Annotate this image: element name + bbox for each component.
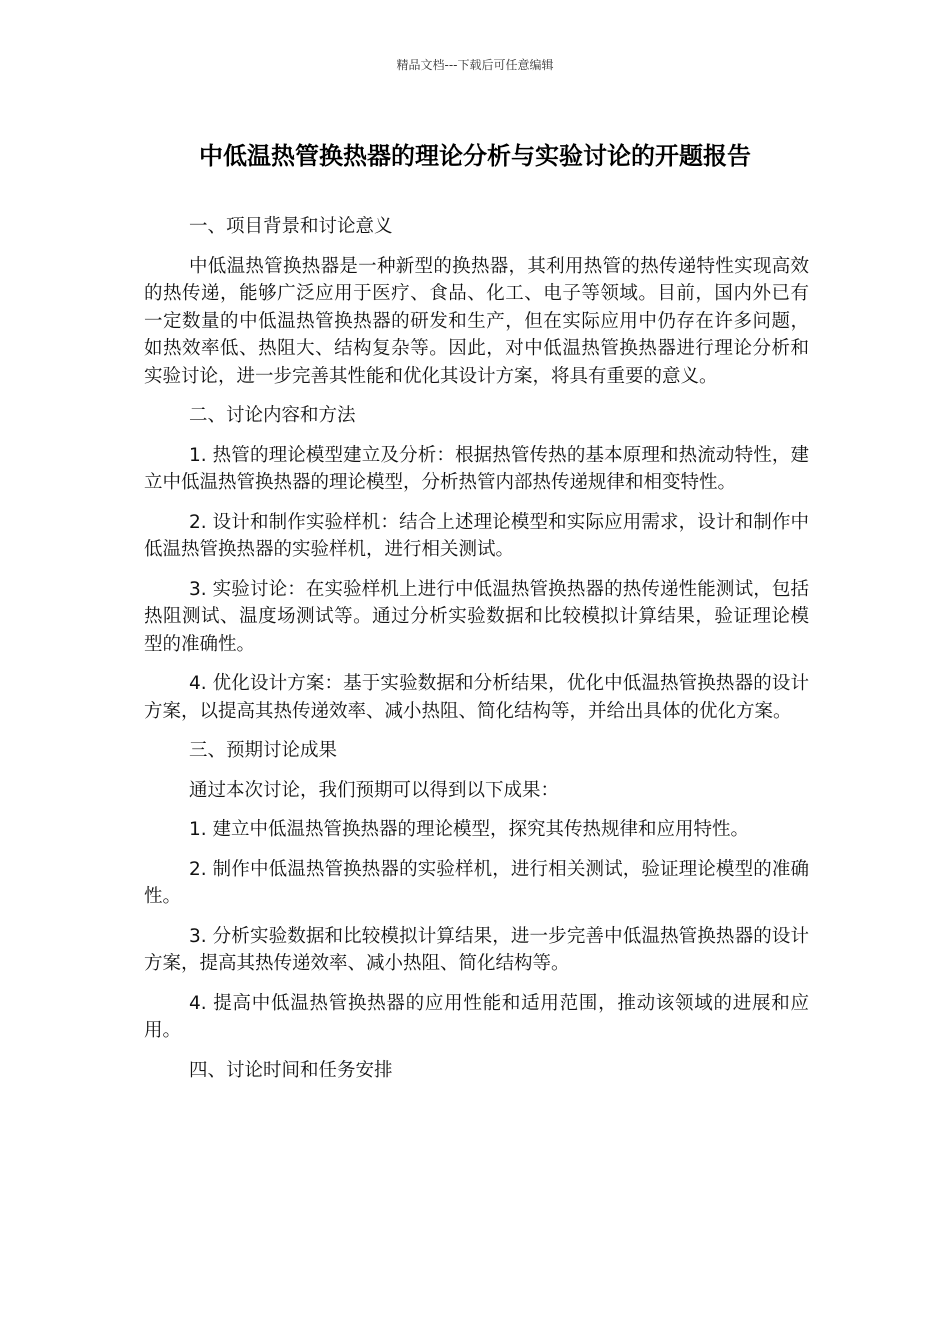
paragraph-result-4: 4. 提高中低温热管换热器的应用性能和适用范围，推动该领域的进展和应用。 [144,992,809,1041]
paragraph-method-1: 1. 热管的理论模型建立及分析：根据热管传热的基本原理和热流动特性，建立中低温热管换热器的理论模型，分析热管内部热传递规律和相变特性。 [144,444,809,493]
paragraph-result-2: 2. 制作中低温热管换热器的实验样机，进行相关测试，验证理论模型的准确性。 [144,858,809,907]
paragraph-result-3: 3. 分析实验数据和比较模拟计算结果，进一步完善中低温热管换热器的设计方案，提高其热传递效率、减小热阻、简化结构等。 [144,925,809,974]
page-header: 精品文档---下载后可任意编辑 [396,58,554,72]
document-title: 中低温热管换热器的理论分析与实验讨论的开题报告 [199,142,751,170]
section-heading-expected-results: 三、预期讨论成果 [189,740,338,761]
section-heading-schedule: 四、讨论时间和任务安排 [189,1059,393,1081]
section-heading-content-methods: 二、讨论内容和方法 [189,405,356,426]
paragraph-method-3: 3. 实验讨论：在实验样机上进行中低温热管换热器的热传递性能测试，包括热阻测试、温度场测试等。通过分析实验数据和比较模拟计算结果，验证理论模型的准确性。 [144,578,809,655]
paragraph-background: 中低温热管换热器是一种新型的换热器，其利用热管的热传递特性实现高效的热传递，能够广泛应用于医疗、食品、化工、电子等领域。目前，国内外已有一定数量的中低温热管换热器的研发和生产，但在实际应用中仍存在许多问题，如热效率低、热阻大、结构复杂等。因此，对中低温热管换热器进行理论分析和实验讨论，进一步完善其性能和优化其设计方案，将具有重要的意义。 [144,255,809,387]
paragraph-results-intro: 通过本次讨论，我们预期可以得到以下成果： [189,779,560,801]
document-body [144,213,809,1096]
paragraph-result-1: 1. 建立中低温热管换热器的理论模型，探究其传热规律和应用特性。 [189,819,750,840]
paragraph-method-2: 2. 设计和制作实验样机：结合上述理论模型和实际应用需求，设计和制作中低温热管换热器的实验样机，进行相关测试。 [144,511,809,560]
paragraph-method-4: 4. 优化设计方案：基于实验数据和分析结果，优化中低温热管换热器的设计方案，以提高其热传递效率、减小热阻、简化结构等，并给出具体的优化方案。 [144,673,809,722]
section-heading-background: 一、项目背景和讨论意义 [189,216,393,237]
